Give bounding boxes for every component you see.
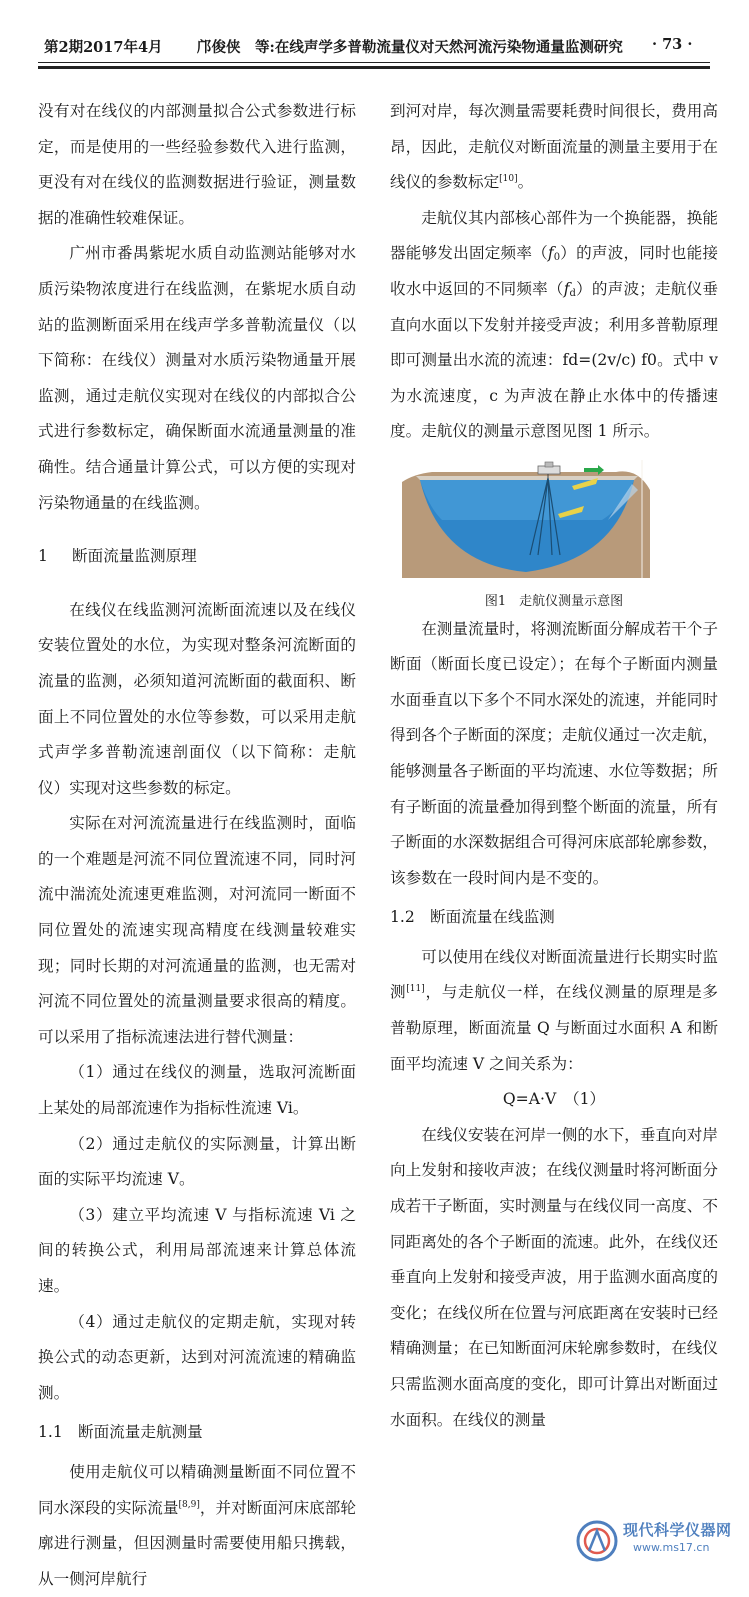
watermark-logo-icon [575,1519,619,1563]
figure-caption: 图1 走航仪测量示意图 [484,593,624,609]
list-item: （4）通过走航仪的定期走航，实现对转换公式的动态更新，达到对河流流速的精确监测。 [38,1312,356,1402]
running-header [40,36,709,58]
paragraph: 在线仪在线监测河流断面流速以及在线仪安装位置处的水位，为实现对整条河流断面的流量的监测，必须知道河流断面的截面积、断面上不同位置处的水位等参数，可以采用走航式声学多普勒流速剖面仪（以下简称：走航仪）实现对这些参数的标定。 [38,600,356,797]
subsection-heading [390,900,718,936]
paragraph: 在线仪安装在河岸一侧的水下，垂直向对岸向上发射和接收声波；在线仪测量时将河断面分成若干子断面，实时测量与在线仪同一高度、不同距离处的各个子断面的流速。此外，在线仪还垂直向上发射和接受声波，用于监测水面高度的变化；在线仪所在位置与河底距离在安装时已经精确测量；在已知断面河床轮廓参数时，在线仪只需监测水面高度的变化，即可计算出对断面过水面积。在线仪的测量 [390,1125,718,1429]
section-number: 1 [38,547,48,566]
subsection-title: 断面流量在线监测 [430,908,555,927]
watermark-name: 现代科学仪器网 [623,1521,732,1539]
subsection-heading [38,1415,356,1451]
paragraph: 广州市番禺紫坭水质自动监测站能够对水质污染物浓度进行在线监测，在紫坭水质自动站的监测断面采用在线声学多普勒流量仪（以下简称：在线仪）测量对水质污染物通量开展监测，通过走航仪实现对在线仪的内部拟合公式进行参数标定，确保断面水流通量测量的准确性。结合通量计算公式，可以方便的实现对污染物通量的在线监测。 [38,244,356,512]
paragraph: 走航仪其内部核心部件为一个换能器，换能器能够发出固定频率$(f_0)$的声波，同时也能接收水中返回的不同频率$(f_d)$的声波；走航仪垂直向水面以下发射并接受声波；利用多普勒原理即可测量出水流的流速：fd=(2v/c) f0。式中 v 为水流速度，c 为声波在静止水体中的传播速度。走航仪的测量示意图见图 1 所示。 [390,208,718,441]
boat-cabin [545,462,553,467]
paragraph: 使用走航仪可以精确测量断面不同位置不同水深段的实际流量[8,9]，并对断面河床底部轮廓进行测量，但因测量时需要使用船只携载，从一侧河岸航行 [38,1462,356,1588]
header-rule-thick [38,66,710,69]
bank-edge [416,476,638,480]
citation: [8,9] [178,1499,200,1510]
section-title: 断面流量监测原理 [72,547,197,566]
subsection-number: 1.2 [390,908,415,927]
doppler-formula: fd=(2v/c) f0 [562,351,657,370]
watermark-url: www.ms17.cn [633,1541,710,1554]
right-column [390,94,718,1438]
site-watermark [575,1517,745,1561]
equation-1: Q=A·V （1） [502,1090,606,1109]
list-item: （3）建立平均流速 V 与指标流速 Vi 之间的转换公式，利用局部流速来计算总体流速。 [38,1205,356,1295]
list-item: （1）通过在线仪的测量，选取河流断面上某处的局部流速作为指标性流速 Vi。 [38,1063,356,1118]
journal-issue: 第2期2017年4月 [44,39,163,56]
paragraph: 到河对岸，每次测量需要耗费时间很长，费用高昂，因此，走航仪对断面流量的测量主要用于在线仪的参数标定[10]。 [390,102,718,192]
header-rule-thin [38,62,710,63]
paragraph: 在测量流量时，将测流断面分解成若干个子断面（断面长度已设定）；在每个子断面内测量水面垂直以下多个不同水深处的流速，并能同时得到各个子断面的深度；走航仪通过一次走航，能够测量各子断面的平均流速、水位等数据；所有子断面的流量叠加得到整个断面的流量，所有子断面的水深数据组合可得河床底部轮廓参数，该参数在一段时间内是不变的。 [390,619,718,887]
citation: [11] [406,984,425,995]
surface-layer [420,480,634,520]
running-title: 邝俊侠 等:在线声学多普勒流量仪对天然河流污染物通量监测研究 [197,39,623,56]
adcp-measurement-figure [402,460,650,578]
paragraph: 可以使用在线仪对断面流量进行长期实时监测[11]，与走航仪一样，在线仪测量的原理是多普勒原理，断面流量 Q 与断面过水面积 A 和断面平均流速 V 之间关系为： [390,947,718,1073]
subsection-number: 1.1 [38,1423,63,1442]
paragraph: 实际在对河流流量进行在线监测时，面临的一个难题是河流不同位置流速不同，同时河流中湍流处流速更难监测，对河流同一断面不同位置处的流速实现高精度在线测量较难实现；同时长期的对河流通量的监测，也无需对河流不同位置处的流量测量要求很高的精度。可以采用了指标流速法进行替代测量： [38,814,356,1046]
left-column [38,94,356,1597]
citation: [10] [499,174,518,185]
page-number: · 73 · [652,36,693,53]
list-item: （2）通过走航仪的实际测量，计算出断面的实际平均流速 V。 [38,1134,356,1189]
section-heading [38,539,356,575]
subsection-title: 断面流量走航测量 [78,1423,203,1442]
paragraph: 没有对在线仪的内部测量拟合公式参数进行标定，而是使用的一些经验参数代入进行监测，更没有对在线仪的监测数据进行验证，测量数据的准确性较难保证。 [38,102,356,227]
